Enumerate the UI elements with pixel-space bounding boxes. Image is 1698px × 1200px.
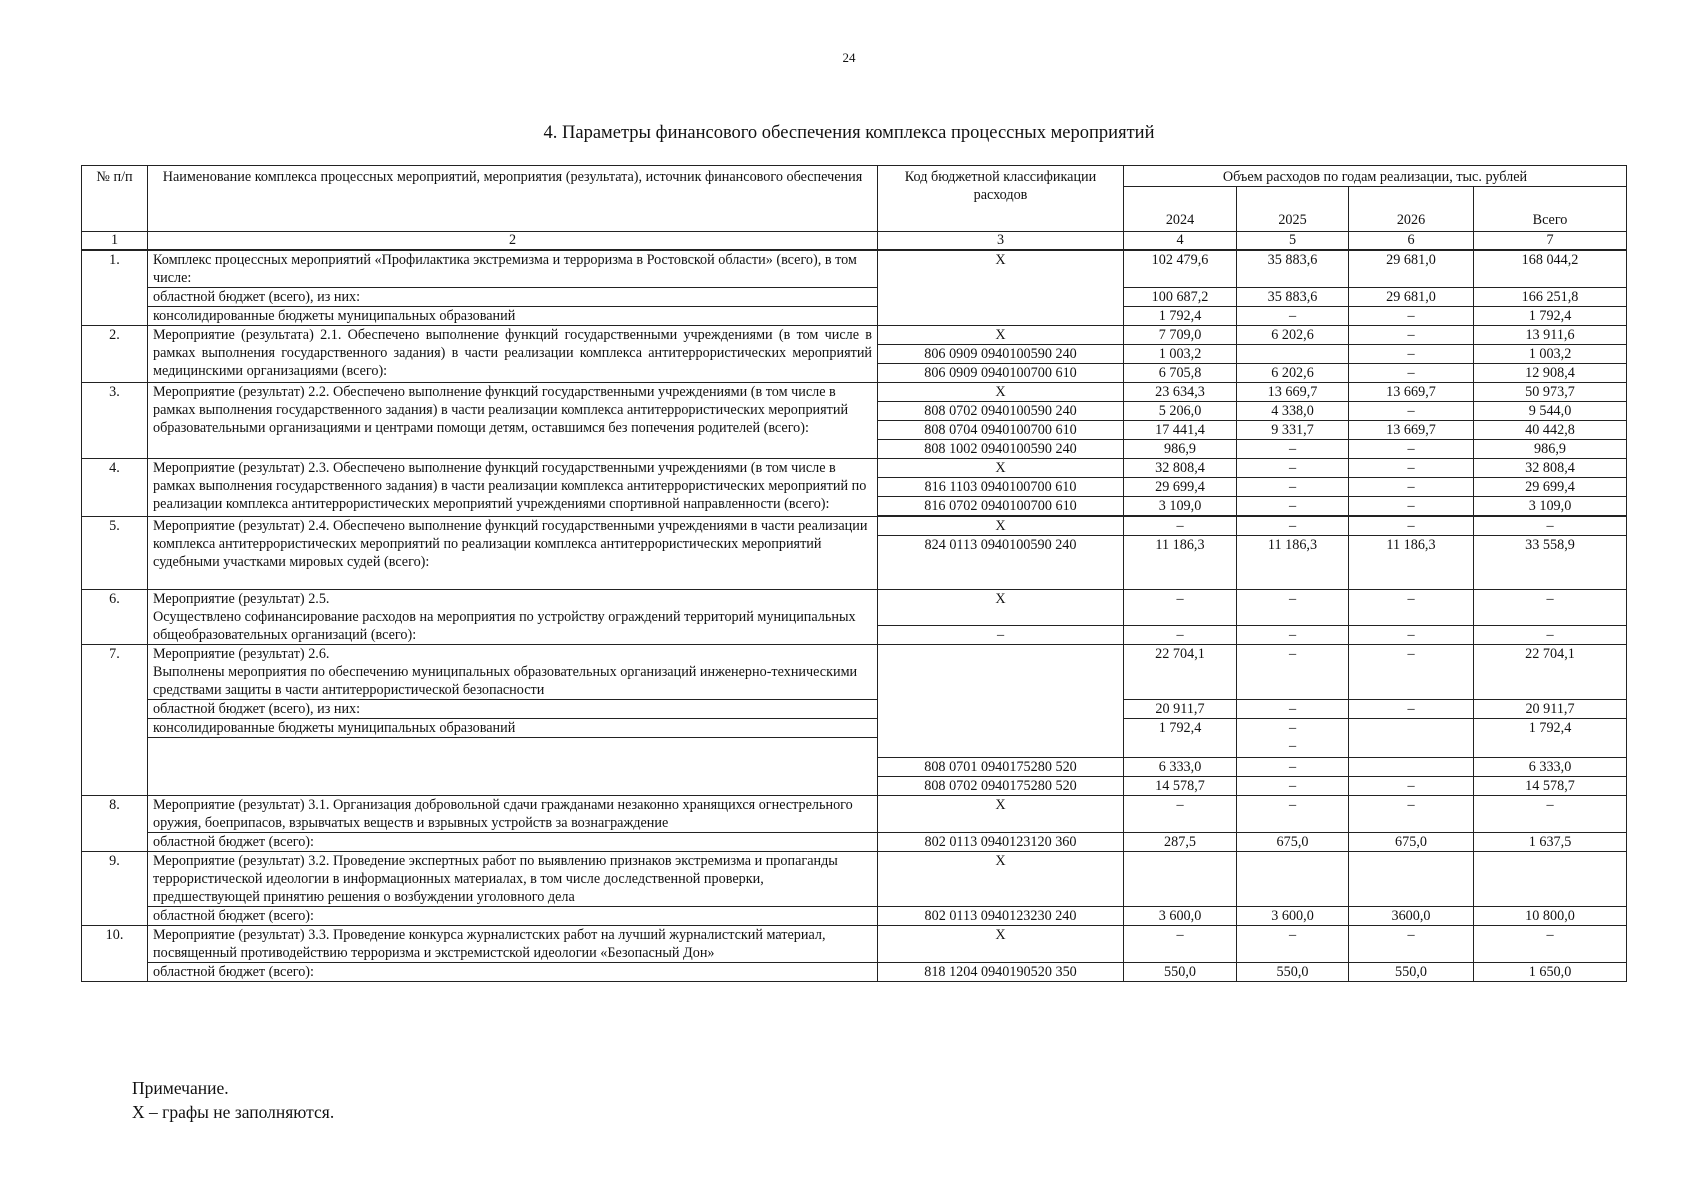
value-2026: 29 681,0 [1349,250,1474,288]
note-title: Примечание. [132,1078,229,1098]
row-code: 806 0909 0940100590 240 [878,345,1124,364]
value-2026: – [1349,326,1474,345]
header-year-2025: 2025 [1237,187,1349,232]
value-total: 1 003,2 [1474,345,1627,364]
value-total: – [1474,926,1627,963]
value-2024: 17 441,4 [1124,421,1237,440]
value-2026: 13 669,7 [1349,421,1474,440]
row-code: 806 0909 0940100700 610 [878,364,1124,383]
row-name: Мероприятие (результат) 2.3. Обеспечено выполнение функций государственными учреждениями (в том числе в рамках выполнения государственного задания) в части реализации комплекса антитеррористических мероприятий по реализации комплекса антитеррористических мероприятий учреждениями спортивной направленности (всего): [148,459,878,517]
value-2026: – [1349,777,1474,796]
row-number: 8. [82,796,148,852]
value-total: 6 333,0 [1474,758,1627,777]
value-total: 22 704,1 [1474,645,1627,700]
header-code: Код бюджетной классификации расходов [878,166,1124,232]
table-row [82,383,1627,402]
row-code: Х [878,926,1124,963]
value-2025: 3 600,0 [1237,907,1349,926]
value-2026: – [1349,307,1474,326]
column-number: 7 [1474,232,1627,251]
value-total: 1 792,4 [1474,307,1627,326]
value-2025: – [1237,590,1349,626]
value-2025: 6 202,6 [1237,326,1349,345]
value-2026: 29 681,0 [1349,288,1474,307]
value-2024: – [1124,926,1237,963]
table-subrow [82,307,1627,326]
column-numbering-row [82,232,1627,251]
value-2026: – [1349,926,1474,963]
row-name: областной бюджет (всего): [148,907,878,926]
column-number: 3 [878,232,1124,251]
value-2025: 675,0 [1237,833,1349,852]
value-2024: 3 109,0 [1124,497,1237,516]
column-number: 5 [1237,232,1349,251]
value-2025: – [1237,478,1349,497]
row-number: 10. [82,926,148,982]
value-2025: 6 202,6 [1237,364,1349,383]
row-code: 808 0702 0940100590 240 [878,402,1124,421]
value-2025: 4 338,0 [1237,402,1349,421]
header-year-2024: 2024 [1124,187,1237,232]
row-name: областной бюджет (всего), из них: [148,288,878,307]
value-2026 [1349,852,1474,907]
row-code: Х [878,590,1124,626]
value-2024: 14 578,7 [1124,777,1237,796]
value-total: 32 808,4 [1474,459,1627,478]
value-2026: 13 669,7 [1349,383,1474,402]
row-code: 824 0113 0940100590 240 [878,536,1124,590]
value-2024: 550,0 [1124,963,1237,982]
value-total: 29 699,4 [1474,478,1627,497]
value-2025: – [1237,758,1349,777]
value-2024: 1 792,4 [1124,719,1237,758]
column-number: 1 [82,232,148,251]
value-2024: 102 479,6 [1124,250,1237,288]
row-name: Мероприятие (результат) 2.4. Обеспечено выполнение функций государственными учреждениями в части реализации комплекса антитеррористических мероприятий по реализации комплекса антитеррористических мероприятий судебными участками мировых судей (всего): [148,517,878,590]
value-2024: 986,9 [1124,440,1237,459]
value-total: – [1474,796,1627,833]
value-2026: – [1349,645,1474,700]
row-code: 816 0702 0940100700 610 [878,497,1124,516]
value-total: 40 442,8 [1474,421,1627,440]
table-subrow [82,700,1627,719]
header-volume: Объем расходов по годам реализации, тыс. рублей [1124,166,1627,187]
table-row [82,590,1627,626]
value-2026 [1349,719,1474,758]
row-code: – [878,626,1124,645]
row-code: Х [878,250,1124,326]
value-2025: 13 669,7 [1237,383,1349,402]
value-2025: – [1237,497,1349,516]
document-title: 4. Параметры финансового обеспечения комплекса процессных мероприятий [543,123,1155,143]
row-number: 4. [82,459,148,517]
note-text: Х – графы не заполняются. [132,1102,335,1122]
row-code: 816 1103 0940100700 610 [878,478,1124,497]
value-2025 [1237,345,1349,364]
row-code: 818 1204 0940190520 350 [878,963,1124,982]
table-row [82,645,1627,700]
row-code: Х [878,852,1124,907]
value-2026: – [1349,517,1474,536]
table-subrow [82,833,1627,852]
value-2025: 550,0 [1237,963,1349,982]
table-row [82,326,1627,345]
value-2025 [1237,852,1349,907]
row-code: 802 0113 0940123120 360 [878,833,1124,852]
row-name: консолидированные бюджеты муниципальных образований [148,307,878,326]
header-name: Наименование комплекса процессных мероприятий, мероприятия (результата), источник финансового обеспечения [148,166,878,232]
column-number: 6 [1349,232,1474,251]
row-code [878,645,1124,758]
value-2024: 6 705,8 [1124,364,1237,383]
value-2026: – [1349,364,1474,383]
value-total: 166 251,8 [1474,288,1627,307]
page-number: 24 [842,50,856,65]
value-total: 10 800,0 [1474,907,1627,926]
financing-table [81,165,1627,982]
value-2025: – [1237,926,1349,963]
row-number: 2. [82,326,148,383]
value-2026: – [1349,345,1474,364]
row-number: 3. [82,383,148,459]
value-2026: 11 186,3 [1349,536,1474,590]
row-name: областной бюджет (всего), из них: [148,700,878,719]
value-total: 12 908,4 [1474,364,1627,383]
table-subrow [82,907,1627,926]
table-row [82,459,1627,478]
value-2026: – [1349,459,1474,478]
row-code: Х [878,796,1124,833]
row-code: 808 0704 0940100700 610 [878,421,1124,440]
value-2025: – [1237,459,1349,478]
value-total: 13 911,6 [1474,326,1627,345]
value-2024: – [1124,626,1237,645]
value-total: 3 109,0 [1474,497,1627,516]
value-2024: 29 699,4 [1124,478,1237,497]
value-2024: 20 911,7 [1124,700,1237,719]
value-2024: 287,5 [1124,833,1237,852]
value-2026: – [1349,796,1474,833]
value-2026: 3600,0 [1349,907,1474,926]
value-total: 1 792,4 [1474,719,1627,758]
row-name: Мероприятие (результат) 2.2. Обеспечено выполнение функций государственными учреждениями (в том числе в рамках выполнения государственного задания) в части реализации комплекса антитеррористических мероприятий образовательными организациями и центрами помощи детям, оставшимся без попечения родителей (всего): [148,383,878,459]
row-number: 9. [82,852,148,926]
value-2024: 32 808,4 [1124,459,1237,478]
table-subrow [82,963,1627,982]
column-number: 4 [1124,232,1237,251]
row-code: Х [878,517,1124,536]
value-2025: – [1237,626,1349,645]
row-number: 6. [82,590,148,645]
table-row [82,852,1627,907]
value-2026: 675,0 [1349,833,1474,852]
value-2024: 7 709,0 [1124,326,1237,345]
value-2026: – [1349,478,1474,497]
value-2024: – [1124,590,1237,626]
value-2024: – [1124,796,1237,833]
value-2025: – [1237,517,1349,536]
value-2025: – [1237,796,1349,833]
value-total: 14 578,7 [1474,777,1627,796]
header-num: № п/п [82,166,148,232]
value-2024: 1 003,2 [1124,345,1237,364]
value-2024: 5 206,0 [1124,402,1237,421]
row-number: 1. [82,250,148,326]
value-2024: 3 600,0 [1124,907,1237,926]
row-code: 808 0702 0940175280 520 [878,777,1124,796]
row-name: областной бюджет (всего): [148,833,878,852]
value-2024: – [1124,517,1237,536]
row-name: Мероприятие (результат) 2.6. Выполнены мероприятия по обеспечению муниципальных образовательных организаций инженерно-техническими средствами защиты в части антитеррористической безопасности [148,645,878,700]
value-2026: – [1349,440,1474,459]
value-2024: 23 634,3 [1124,383,1237,402]
value-2024: 6 333,0 [1124,758,1237,777]
table-row [82,250,1627,288]
value-2025: – [1237,700,1349,719]
value-2026: – [1349,590,1474,626]
value-total: 33 558,9 [1474,536,1627,590]
row-name: консолидированные бюджеты муниципальных образований [148,719,878,738]
value-2024: 22 704,1 [1124,645,1237,700]
value-2025: – [1237,645,1349,700]
empty-cell [148,738,878,796]
row-code: 808 1002 0940100590 240 [878,440,1124,459]
table-row [82,796,1627,833]
value-total: 9 544,0 [1474,402,1627,421]
column-number: 2 [148,232,878,251]
row-name: Мероприятие (результат) 3.2. Проведение экспертных работ по выявлению признаков экстремизма и пропаганды террористической идеологии в информационных материалах, в том числе доследственной проверки, предшествующей принятию решения о возбуждении уголовного дела [148,852,878,907]
row-code: Х [878,459,1124,478]
value-2025: 11 186,3 [1237,536,1349,590]
value-2026: 550,0 [1349,963,1474,982]
value-2026: – [1349,700,1474,719]
value-total: 986,9 [1474,440,1627,459]
value-2024: 1 792,4 [1124,307,1237,326]
row-name: Мероприятие (результат) 3.3. Проведение конкурса журналистских работ на лучший журналистский материал, посвященный противодействию терроризма и экстремистской идеологии «Безопасный Дон» [148,926,878,963]
value-2025: – [1237,307,1349,326]
row-number: 5. [82,517,148,590]
value-2025: – – [1237,719,1349,758]
value-total: 168 044,2 [1474,250,1627,288]
value-total: – [1474,626,1627,645]
value-2024 [1124,852,1237,907]
value-2025: 35 883,6 [1237,288,1349,307]
value-2026: – [1349,626,1474,645]
value-total: 1 650,0 [1474,963,1627,982]
value-2025: 9 331,7 [1237,421,1349,440]
header-year-2026: 2026 [1349,187,1474,232]
row-code: 802 0113 0940123230 240 [878,907,1124,926]
value-total: – [1474,590,1627,626]
row-name: Мероприятие (результата) 2.1. Обеспечено выполнение функций государственными учреждениями (в том числе в рамках выполнения государственного задания) в части реализации комплекса антитеррористических мероприятий медицинскими организациями (всего): [148,326,878,383]
table-row [82,517,1627,536]
row-number: 7. [82,645,148,796]
row-code: 808 0701 0940175280 520 [878,758,1124,777]
value-2026: – [1349,497,1474,516]
note-block [132,1076,334,1124]
value-2024: 100 687,2 [1124,288,1237,307]
value-2025: 35 883,6 [1237,250,1349,288]
value-2025: – [1237,777,1349,796]
value-2026 [1349,758,1474,777]
row-name: Комплекс процессных мероприятий «Профилактика экстремизма и терроризма в Ростовской области» (всего), в том числе: [148,250,878,288]
row-name: Мероприятие (результат) 3.1. Организация добровольной сдачи гражданами незаконно хранящихся огнестрельного оружия, боеприпасов, взрывчатых веществ и взрывных устройств за вознаграждение [148,796,878,833]
value-total [1474,852,1627,907]
value-2024: 11 186,3 [1124,536,1237,590]
value-total: 20 911,7 [1474,700,1627,719]
row-code: Х [878,326,1124,345]
value-2025: – [1237,440,1349,459]
value-total: 1 637,5 [1474,833,1627,852]
row-name: Мероприятие (результат) 2.5. Осуществлено софинансирование расходов на мероприятия по устройству ограждений территорий муниципальных общеобразовательных организаций (всего): [148,590,878,645]
row-name: областной бюджет (всего): [148,963,878,982]
header-total: Всего [1474,187,1627,232]
table-subrow [82,288,1627,307]
table-subrow [82,719,1627,738]
value-2026: – [1349,402,1474,421]
row-code: Х [878,383,1124,402]
value-total: 50 973,7 [1474,383,1627,402]
value-total: – [1474,517,1627,536]
table-row [82,926,1627,963]
